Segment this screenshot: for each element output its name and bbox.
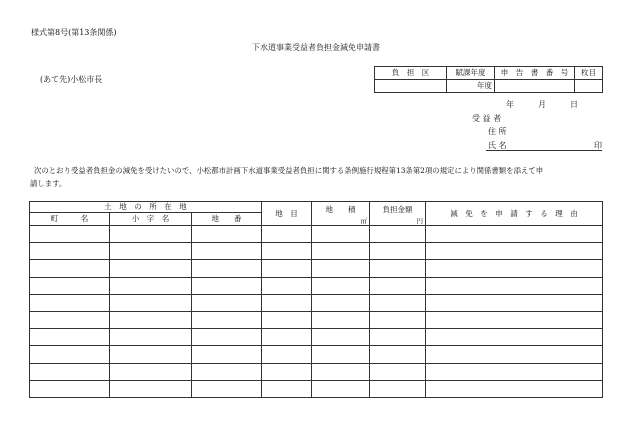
cell-town[interactable] xyxy=(30,260,110,277)
cell-category[interactable] xyxy=(262,346,312,363)
seal-mark: 印 xyxy=(594,141,602,150)
cell-town[interactable] xyxy=(30,329,110,346)
col-aza: 小 字 名 xyxy=(110,213,192,226)
header-table xyxy=(374,66,603,93)
main-table xyxy=(29,201,603,398)
addressee: (あて先)小松市長 xyxy=(40,75,103,84)
cell-area[interactable] xyxy=(312,226,370,243)
cell-category[interactable] xyxy=(262,277,312,294)
col-town: 町 名 xyxy=(30,213,110,226)
cell-town[interactable] xyxy=(30,380,110,397)
cell-amount[interactable] xyxy=(370,346,426,363)
applicant-role: 受 益 者 xyxy=(472,114,502,123)
cell-lot[interactable] xyxy=(192,346,262,363)
table-row xyxy=(30,363,603,380)
address-label: 住 所 xyxy=(488,127,507,136)
cell-reason[interactable] xyxy=(426,380,603,397)
cell-amount[interactable] xyxy=(370,243,426,260)
cell-aza[interactable] xyxy=(110,243,192,260)
cell-town[interactable] xyxy=(30,226,110,243)
cell-category[interactable] xyxy=(262,260,312,277)
form-title: 下水道事業受益者負担金減免申請書 xyxy=(252,43,380,52)
cell-lot[interactable] xyxy=(192,277,262,294)
cell-aza[interactable] xyxy=(110,311,192,328)
date-year: 年 xyxy=(506,100,514,109)
cell-aza[interactable] xyxy=(110,329,192,346)
header-col-page: 枚目 xyxy=(575,67,603,80)
page-cell[interactable] xyxy=(575,80,603,93)
cell-amount[interactable] xyxy=(370,294,426,311)
cell-town[interactable] xyxy=(30,294,110,311)
form-number: 様式第8号(第13条関係) xyxy=(31,28,117,37)
cell-area[interactable] xyxy=(312,260,370,277)
name-signature-line xyxy=(486,150,602,151)
header-col-burden-area: 負 担 区 xyxy=(375,67,447,80)
cell-amount[interactable] xyxy=(370,329,426,346)
table-row xyxy=(30,260,603,277)
cell-town[interactable] xyxy=(30,243,110,260)
cell-area[interactable] xyxy=(312,363,370,380)
cell-lot[interactable] xyxy=(192,311,262,328)
cell-aza[interactable] xyxy=(110,346,192,363)
cell-lot[interactable] xyxy=(192,380,262,397)
cell-lot[interactable] xyxy=(192,329,262,346)
table-row xyxy=(30,380,603,397)
cell-amount[interactable] xyxy=(370,260,426,277)
table-row xyxy=(30,243,603,260)
date-month: 月 xyxy=(538,100,546,109)
cell-category[interactable] xyxy=(262,363,312,380)
location-header: 土 地 の 所 在 地 xyxy=(30,202,262,213)
cell-amount[interactable] xyxy=(370,380,426,397)
col-reason: 減 免 を 申 請 す る 理 由 xyxy=(426,202,603,226)
col-category: 地 目 xyxy=(262,202,312,226)
name-label: 氏 名 xyxy=(488,141,507,150)
cell-category[interactable] xyxy=(262,329,312,346)
body-text-line1: 次のとおり受益者負担金の減免を受けたいので、小松都市計画下水道事業受益者負担に関する条例施行規程第13条第2項の規定により関係書類を添えて申 xyxy=(34,166,544,175)
cell-aza[interactable] xyxy=(110,277,192,294)
report-number-cell[interactable] xyxy=(495,80,575,93)
cell-reason[interactable] xyxy=(426,226,603,243)
cell-aza[interactable] xyxy=(110,380,192,397)
table-row xyxy=(30,277,603,294)
cell-town[interactable] xyxy=(30,277,110,294)
cell-area[interactable] xyxy=(312,294,370,311)
cell-aza[interactable] xyxy=(110,363,192,380)
cell-amount[interactable] xyxy=(370,311,426,328)
cell-reason[interactable] xyxy=(426,243,603,260)
cell-category[interactable] xyxy=(262,243,312,260)
table-row xyxy=(30,311,603,328)
cell-category[interactable] xyxy=(262,311,312,328)
col-amount xyxy=(370,202,426,226)
cell-lot[interactable] xyxy=(192,260,262,277)
cell-lot[interactable] xyxy=(192,363,262,380)
cell-lot[interactable] xyxy=(192,226,262,243)
cell-aza[interactable] xyxy=(110,294,192,311)
cell-area[interactable] xyxy=(312,329,370,346)
table-row xyxy=(30,329,603,346)
table-row xyxy=(30,346,603,363)
cell-reason[interactable] xyxy=(426,294,603,311)
cell-area[interactable] xyxy=(312,311,370,328)
col-amount-label: 負担金額 xyxy=(382,205,413,214)
cell-amount[interactable] xyxy=(370,277,426,294)
cell-town[interactable] xyxy=(30,311,110,328)
cell-reason[interactable] xyxy=(426,260,603,277)
cell-reason[interactable] xyxy=(426,329,603,346)
cell-reason[interactable] xyxy=(426,346,603,363)
header-col-report-number: 申 告 書 番 号 xyxy=(495,67,575,80)
cell-amount[interactable] xyxy=(370,226,426,243)
cell-area[interactable] xyxy=(312,346,370,363)
levy-year-cell[interactable]: 年度 xyxy=(447,80,495,93)
cell-area[interactable] xyxy=(312,380,370,397)
burden-area-cell[interactable] xyxy=(375,80,447,93)
cell-aza[interactable] xyxy=(110,260,192,277)
cell-area[interactable] xyxy=(312,277,370,294)
cell-aza[interactable] xyxy=(110,226,192,243)
cell-reason[interactable] xyxy=(426,311,603,328)
table-row xyxy=(30,226,603,243)
col-area-label: 地 積 xyxy=(325,205,356,214)
header-col-levy-year: 賦課年度 xyxy=(447,67,495,80)
blank-rows xyxy=(30,226,603,398)
area-unit: ㎡ xyxy=(360,216,368,225)
col-area xyxy=(312,202,370,226)
cell-town[interactable] xyxy=(30,363,110,380)
cell-lot[interactable] xyxy=(192,294,262,311)
table-row xyxy=(30,294,603,311)
cell-category[interactable] xyxy=(262,294,312,311)
cell-amount[interactable] xyxy=(370,363,426,380)
cell-category[interactable] xyxy=(262,226,312,243)
cell-reason[interactable] xyxy=(426,363,603,380)
col-lot: 地 番 xyxy=(192,213,262,226)
date-day: 日 xyxy=(570,100,578,109)
cell-reason[interactable] xyxy=(426,277,603,294)
cell-town[interactable] xyxy=(30,346,110,363)
cell-category[interactable] xyxy=(262,380,312,397)
body-text-line2: 請します。 xyxy=(30,179,67,188)
amount-unit: 円 xyxy=(416,216,424,225)
cell-area[interactable] xyxy=(312,243,370,260)
cell-lot[interactable] xyxy=(192,243,262,260)
